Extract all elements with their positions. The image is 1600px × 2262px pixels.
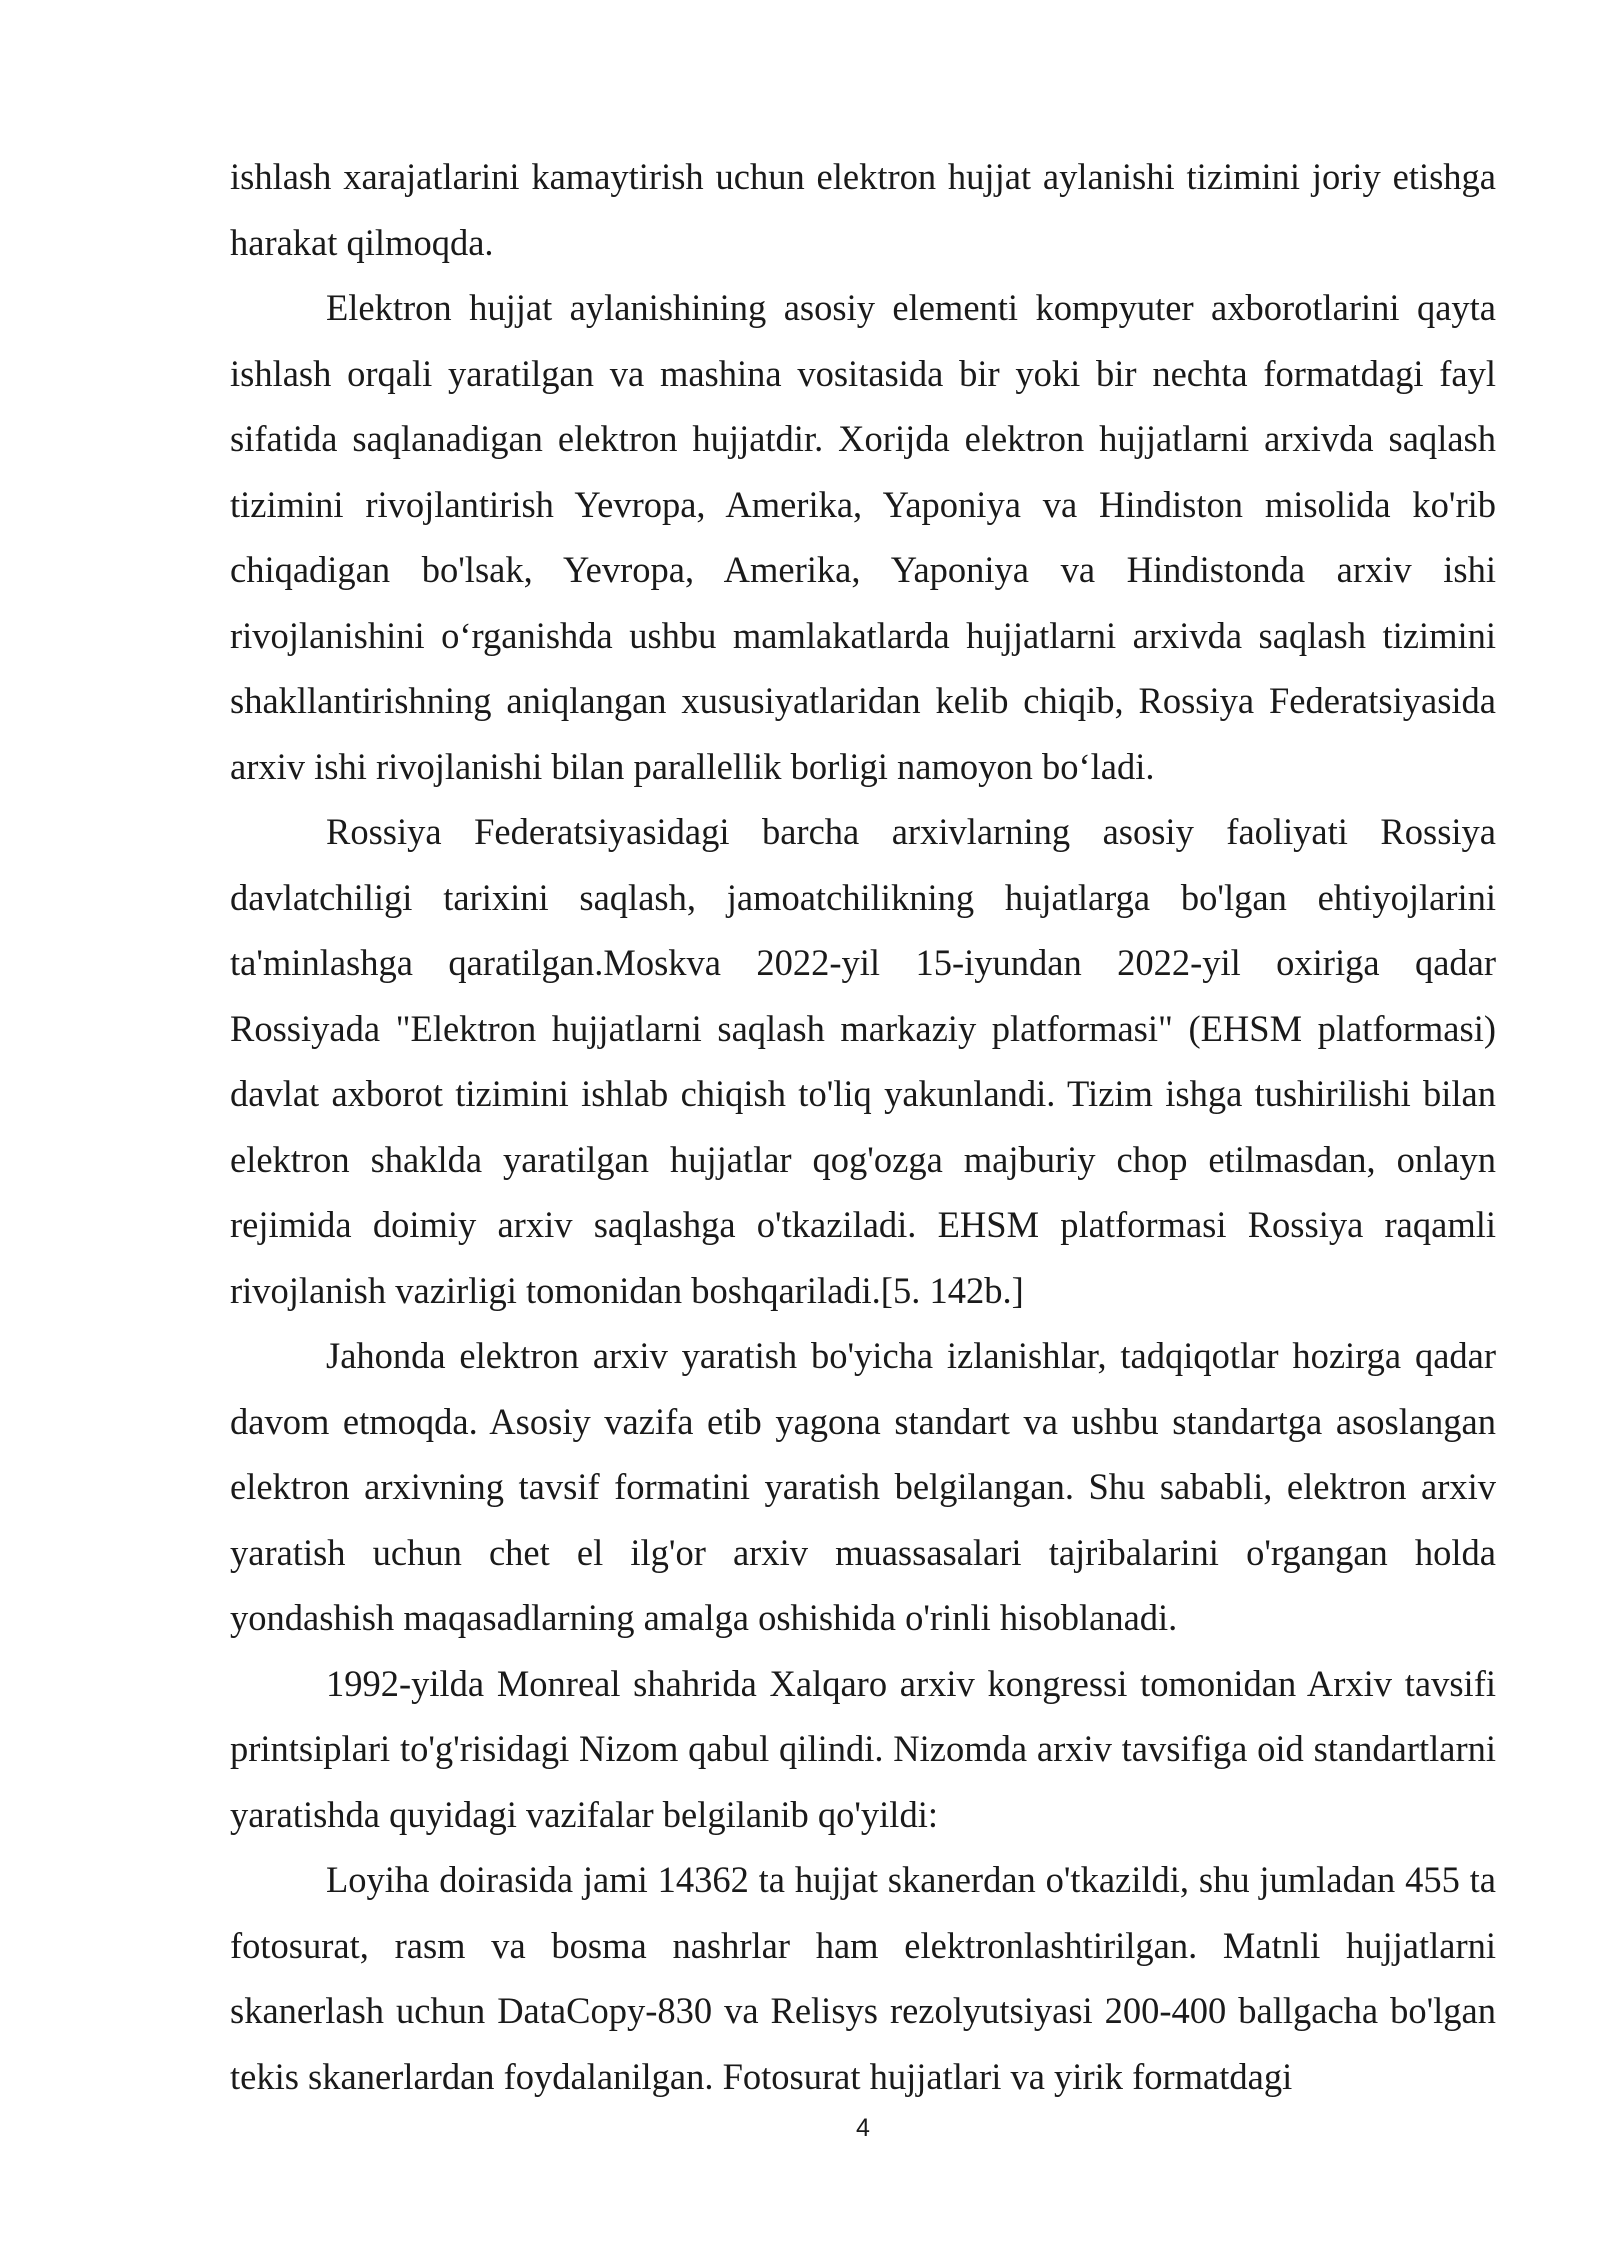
paragraph-2: Elektron hujjat aylanishining asosiy elementi kompyuter axborotlarini qayta ishlash orqali yaratilgan va mashina vositasida bir yoki bir nechta formatdagi fayl sifatida saqlanadigan elektron hujjatdir. Xorijda elektron hujjatlarni arxivda saqlash tizimini rivojlantirish Yevropa, Amerika, Yaponiya va Hindiston misolida ko'rib chiqadigan bo'lsak, Yevropa, Amerika, Yaponiya va Hindistonda arxiv ishi rivojlanishini o‘rganishda ushbu mamlakatlarda hujjatlarni arxivda saqlash tizimini shakllantirishning aniqlangan xususiyatlaridan kelib chiqib, Rossiya Federatsiyasida arxiv ishi rivojlanishi bilan parallellik borligi namoyon bo‘ladi.: [230, 287, 1496, 787]
paragraph-4: Jahonda elektron arxiv yaratish bo'yicha izlanishlar, tadqiqotlar hozirga qadar davom etmoqda. Asosiy vazifa etib yagona standart va ushbu standartga asoslangan elektron arxivning tavsif formatini yaratish belgilangan. Shu sababli, elektron arxiv yaratish uchun chet el ilg'or arxiv muassasalari tajribalarini o'rgangan holda yondashish maqasadlarning amalga oshishida o'rinli hisoblanadi.: [230, 1335, 1496, 1638]
paragraph-6: Loyiha doirasida jami 14362 ta hujjat skanerdan o'tkazildi, shu jumladan 455 ta fotosurat, rasm va bosma nashrlar ham elektronlashtirilgan. Matnli hujjatlarni skanerlash uchun DataCopy-830 va Relisys rezolyutsiyasi 200-400 ballgacha bo'lgan tekis skanerlardan foydalanilgan. Fotosurat hujjatlari va yirik formatdagi: [230, 1859, 1496, 2097]
paragraph-3: Rossiya Federatsiyasidagi barcha arxivlarning asosiy faoliyati Rossiya davlatchiligi tarixini saqlash, jamoatchilikning hujatlarga bo'lgan ehtiyojlarini ta'minlashga qaratilgan.Moskva 2022-yil 15-iyundan 2022-yil oxiriga qadar Rossiyada "Elektron hujjatlarni saqlash markaziy platformasi" (EHSM platformasi) davlat axborot tizimini ishlab chiqish to'liq yakunlandi. Tizim ishga tushirilishi bilan elektron shaklda yaratilgan hujjatlar qog'ozga majburiy chop etilmasdan, onlayn rejimida doimiy arxiv saqlashga o'tkaziladi. EHSM platformasi Rossiya raqamli rivojlanish vazirligi tomonidan boshqariladi.[5. 142b.]: [230, 811, 1496, 1311]
paragraph-1: ishlash xarajatlarini kamaytirish uchun elektron hujjat aylanishi tizimini joriy etishga harakat qilmoqda.: [230, 156, 1496, 263]
page-number: 4: [856, 2114, 870, 2142]
document-body: [230, 144, 1496, 2109]
paragraph-5: 1992-yilda Monreal shahrida Xalqaro arxiv kongressi tomonidan Arxiv tavsifi printsiplari to'g'risidagi Nizom qabul qilindi. Nizomda arxiv tavsifiga oid standartlarni yaratishda quyidagi vazifalar belgilanib qo'yildi:: [230, 1662, 1496, 1835]
